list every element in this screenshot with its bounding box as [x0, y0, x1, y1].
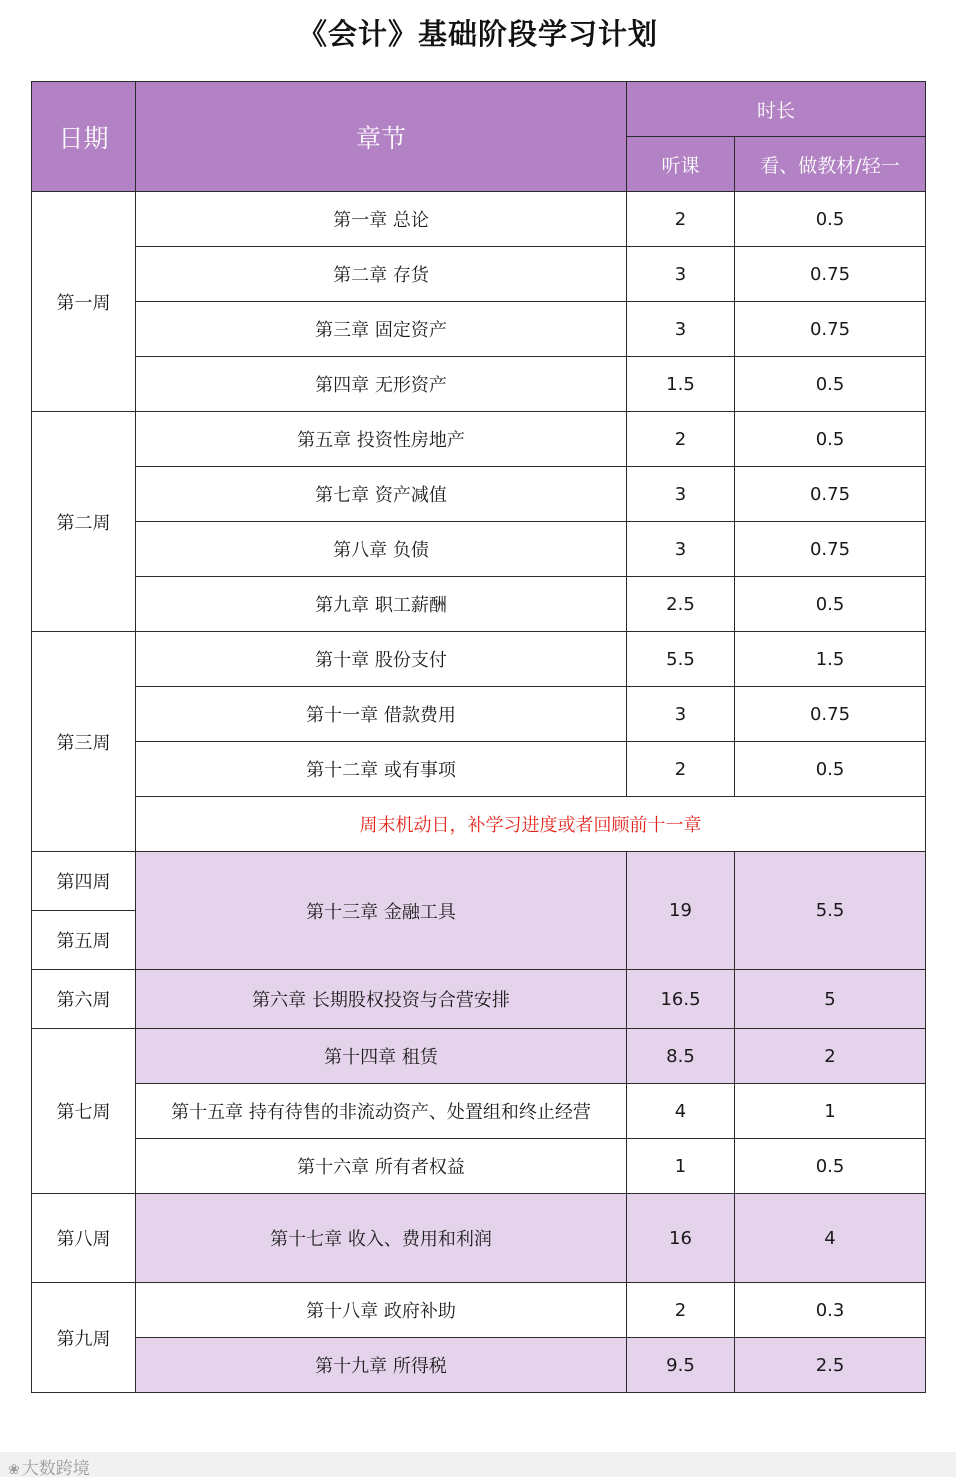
- chapter-cell: 第十四章 租赁: [136, 1029, 627, 1084]
- chapter-cell: 第十九章 所得税: [136, 1338, 627, 1393]
- page-title: 《会计》基础阶段学习计划: [297, 17, 658, 51]
- listen-hours-cell: 19: [627, 852, 735, 970]
- chapter-cell: 第十二章 或有事项: [136, 742, 627, 797]
- chapter-cell: 第二章 存货: [136, 247, 627, 302]
- footer-bar: [0, 1452, 956, 1477]
- listen-hours-cell: 3: [627, 522, 735, 577]
- date-header: 日期: [32, 82, 136, 192]
- week-cell: 第一周: [32, 192, 136, 412]
- read-hours-cell: 2: [735, 1029, 926, 1084]
- chapter-cell: 第八章 负债: [136, 522, 627, 577]
- table-row: [32, 1338, 926, 1393]
- chapter-cell: 第十八章 政府补助: [136, 1283, 627, 1338]
- listen-hours-cell: 1.5: [627, 357, 735, 412]
- chapter-cell: 第十章 股份支付: [136, 632, 627, 687]
- chapter-cell: 第十五章 持有待售的非流动资产、处置组和终止经营: [136, 1084, 627, 1139]
- listen-hours-cell: 3: [627, 302, 735, 357]
- listen-hours-cell: 3: [627, 467, 735, 522]
- read-hours-cell: 0.3: [735, 1283, 926, 1338]
- listen-hours-cell: 3: [627, 247, 735, 302]
- listen-hours-cell: 2: [627, 1283, 735, 1338]
- header-row: [32, 82, 926, 137]
- duration-header: 时长: [627, 82, 926, 137]
- chapter-cell: 第四章 无形资产: [136, 357, 627, 412]
- chapter-cell: 第六章 长期股权投资与合营安排: [136, 970, 627, 1029]
- read-hours-cell: 0.75: [735, 522, 926, 577]
- read-hours-cell: 1.5: [735, 632, 926, 687]
- listen-hours-cell: 4: [627, 1084, 735, 1139]
- chapter-cell: 第九章 职工薪酬: [136, 577, 627, 632]
- table-row: [32, 192, 926, 247]
- listen-hours-cell: 2: [627, 192, 735, 247]
- chapter-cell: 第三章 固定资产: [136, 302, 627, 357]
- chapter-cell: 第五章 投资性房地产: [136, 412, 627, 467]
- table-row: [32, 1194, 926, 1283]
- table-row: [32, 1283, 926, 1338]
- week-cell: 第九周: [32, 1283, 136, 1393]
- chapter-cell: 第七章 资产减值: [136, 467, 627, 522]
- table-row: [32, 302, 926, 357]
- listen-hours-cell: 8.5: [627, 1029, 735, 1084]
- read-hours-cell: 5: [735, 970, 926, 1029]
- read-hours-cell: 0.5: [735, 742, 926, 797]
- table-row: [32, 632, 926, 687]
- read-hours-cell: 0.75: [735, 302, 926, 357]
- read-hours-cell: 0.75: [735, 247, 926, 302]
- chapter-cell: 第十三章 金融工具: [136, 852, 627, 970]
- listen-hours-cell: 2.5: [627, 577, 735, 632]
- week-cell: 第八周: [32, 1194, 136, 1283]
- listen-hours-cell: 16.5: [627, 970, 735, 1029]
- listen-hours-cell: 2: [627, 742, 735, 797]
- chapter-cell: 第十七章 收入、费用和利润: [136, 1194, 627, 1283]
- brand-name: 大数跨境: [21, 1459, 90, 1479]
- read-hours-cell: 0.75: [735, 687, 926, 742]
- week-cell: 第四周: [32, 852, 136, 911]
- read-hours-cell: 1: [735, 1084, 926, 1139]
- week-cell: 第六周: [32, 970, 136, 1029]
- table-row: [32, 467, 926, 522]
- table-row: [32, 357, 926, 412]
- week-cell: 第二周: [32, 412, 136, 632]
- table-row: [32, 1029, 926, 1084]
- listen-hours-cell: 1: [627, 1139, 735, 1194]
- week-cell: 第七周: [32, 1029, 136, 1194]
- study-plan-table: [31, 81, 926, 1393]
- table-row: [32, 852, 926, 911]
- week-cell: 第五周: [32, 911, 136, 970]
- table-row: [32, 797, 926, 852]
- read-hours-cell: 2.5: [735, 1338, 926, 1393]
- weekend-note: 周末机动日，补学习进度或者回顾前十一章: [136, 797, 926, 852]
- read-hours-cell: 5.5: [735, 852, 926, 970]
- read-header: 看、做教材/轻一: [735, 137, 926, 192]
- listen-hours-cell: 5.5: [627, 632, 735, 687]
- table-row: [32, 247, 926, 302]
- listen-hours-cell: 2: [627, 412, 735, 467]
- table-row: [32, 742, 926, 797]
- listen-hours-cell: 16: [627, 1194, 735, 1283]
- read-hours-cell: 0.5: [735, 357, 926, 412]
- listen-hours-cell: 3: [627, 687, 735, 742]
- table-row: [32, 1084, 926, 1139]
- read-hours-cell: 0.5: [735, 577, 926, 632]
- leaf-logo-icon: ❀: [8, 1462, 20, 1478]
- chapter-cell: 第一章 总论: [136, 192, 627, 247]
- chapter-cell: 第十一章 借款费用: [136, 687, 627, 742]
- read-hours-cell: 0.5: [735, 1139, 926, 1194]
- read-hours-cell: 0.75: [735, 467, 926, 522]
- chapter-header: 章节: [136, 82, 627, 192]
- listen-header: 听课: [627, 137, 735, 192]
- week-cell: 第三周: [32, 632, 136, 852]
- table-row: [32, 687, 926, 742]
- read-hours-cell: 0.5: [735, 412, 926, 467]
- table-row: [32, 412, 926, 467]
- brand-logo: [8, 1454, 90, 1479]
- table-row: [32, 970, 926, 1029]
- table-row: [32, 522, 926, 577]
- read-hours-cell: 0.5: [735, 192, 926, 247]
- listen-hours-cell: 9.5: [627, 1338, 735, 1393]
- table-row: [32, 577, 926, 632]
- read-hours-cell: 4: [735, 1194, 926, 1283]
- table-row: [32, 1139, 926, 1194]
- chapter-cell: 第十六章 所有者权益: [136, 1139, 627, 1194]
